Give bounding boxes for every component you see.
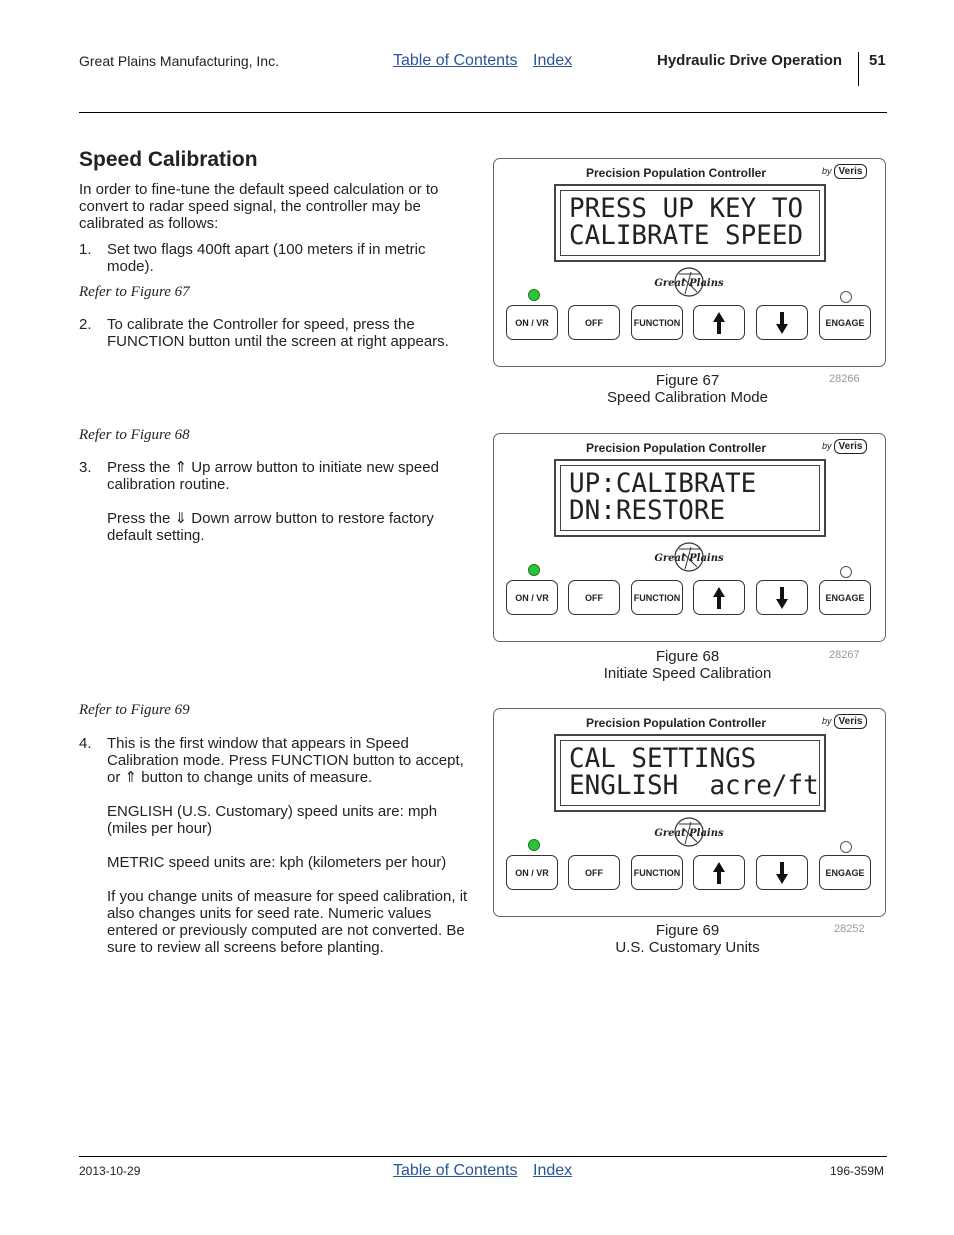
svg-text:Great Plains: Great Plains [654,553,724,564]
figure-caption [580,648,795,682]
function-button[interactable]: FUNCTION [631,305,683,340]
toc-link-bottom[interactable]: Table of Contents [393,1162,518,1179]
document-number: 196-359M [830,1164,885,1178]
great-plains-logo [649,541,729,573]
step-number: 3. [79,459,92,476]
up-arrow-icon [712,586,726,610]
footer-date: 2013-10-29 [79,1164,141,1178]
down-arrow-button[interactable] [756,580,808,615]
figure-caption [580,922,795,956]
controller-title: Precision Population Controller [586,716,767,730]
up-arrow-icon [712,311,726,335]
function-button[interactable]: FUNCTION [631,855,683,890]
footer-rule [79,1156,887,1157]
page-number: 51 [869,52,886,69]
step-number: 4. [79,735,92,752]
lcd-line-1: UP:CALIBRATE [569,468,757,499]
controller-title: Precision Population Controller [586,441,767,455]
figure-caption [580,372,795,406]
power-led [528,839,540,851]
engage-led [840,841,852,853]
lcd-display [554,184,826,262]
on-vr-button[interactable]: ON / VR [506,305,558,340]
engage-led [840,566,852,578]
veris-logo: by Veris [822,439,867,454]
off-button[interactable]: OFF [568,855,620,890]
off-button[interactable]: OFF [568,305,620,340]
lcd-line-1: CAL SETTINGS [569,743,757,774]
great-plains-logo [649,816,729,848]
figure-reference: Refer to Figure 69 [79,702,190,718]
svg-text:Great Plains: Great Plains [654,828,724,839]
down-arrow-button[interactable] [756,305,808,340]
figure-title: Speed Calibration Mode [607,389,768,406]
down-arrow-icon [775,586,789,610]
figure-label: Figure 67 [655,372,720,389]
down-arrow-button[interactable] [756,855,808,890]
step-text: Set two flags 400ft apart (100 meters if in metric mode). [107,241,426,275]
section-title: Hydraulic Drive Operation [657,52,843,69]
header-divider [858,52,859,86]
figure-code: 28252 [834,923,865,935]
off-button[interactable]: OFF [568,580,620,615]
lcd-display [554,459,826,537]
step-number: 1. [79,241,92,258]
figure-code: 28266 [829,373,860,385]
index-link-top[interactable]: Index [533,52,573,69]
figure-label: Figure 68 [655,648,720,665]
figure-title: U.S. Customary Units [615,939,760,956]
figure-code: 28267 [829,649,860,661]
lcd-line-2: CALIBRATE SPEED [569,220,804,251]
company-name: Great Plains Manufacturing, Inc. [79,53,279,69]
controller-panel [493,708,886,917]
up-arrow-button[interactable] [693,855,745,890]
lcd-display [554,734,826,812]
step-text: To calibrate the Controller for speed, press the FUNCTION button until the screen at right appears. [107,316,449,350]
figure-reference: Refer to Figure 68 [79,427,190,443]
engage-button[interactable]: ENGAGE [819,305,871,340]
svg-text:Great Plains: Great Plains [654,278,724,289]
page-title: Speed Calibration [79,148,258,171]
engage-button[interactable]: ENGAGE [819,855,871,890]
power-led [528,564,540,576]
engage-button[interactable]: ENGAGE [819,580,871,615]
down-arrow-icon [775,311,789,335]
up-arrow-button[interactable] [693,580,745,615]
intro-text: In order to fine-tune the default speed calculation or to convert to radar speed signal, the controller may be calibrated as follows: [79,181,439,232]
step-text: Press the ⇑ Up arrow button to initiate new speed calibration routine. Press the ⇓ Down arrow button to restore factory default setting. [107,459,439,544]
lcd-line-2: DN:RESTORE [569,495,726,526]
up-arrow-button[interactable] [693,305,745,340]
veris-logo: by Veris [822,164,867,179]
figure-label: Figure 69 [655,922,720,939]
controller-title: Precision Population Controller [586,166,767,180]
great-plains-logo [649,266,729,298]
power-led [528,289,540,301]
on-vr-button[interactable]: ON / VR [506,855,558,890]
lcd-line-2: ENGLISH acre/ft [569,770,819,801]
controller-panel [493,158,886,367]
toc-link-top[interactable]: Table of Contents [393,52,518,69]
veris-logo: by Veris [822,714,867,729]
down-arrow-icon [775,861,789,885]
index-link-bottom[interactable]: Index [533,1162,573,1179]
figure-reference: Refer to Figure 67 [79,284,190,300]
step-text: This is the first window that appears in Speed Calibration mode. Press FUNCTION button to accept, or ⇑ button to change units of measure. ENGLISH (U.S. Customary) speed units are: mph (miles per hour) METRIC speed units are: kph (kilometers per hour) If you change units of measure for speed calibration, it also changes units for seed rate. Numeric values entered or previously computed are not converted. Be sure to review all screens before planting. [107,735,468,956]
on-vr-button[interactable]: ON / VR [506,580,558,615]
controller-panel [493,433,886,642]
engage-led [840,291,852,303]
up-arrow-icon [712,861,726,885]
function-button[interactable]: FUNCTION [631,580,683,615]
step-number: 2. [79,316,92,333]
lcd-line-1: PRESS UP KEY TO [569,193,804,224]
figure-title: Initiate Speed Calibration [603,665,772,682]
header-rule [79,112,887,113]
